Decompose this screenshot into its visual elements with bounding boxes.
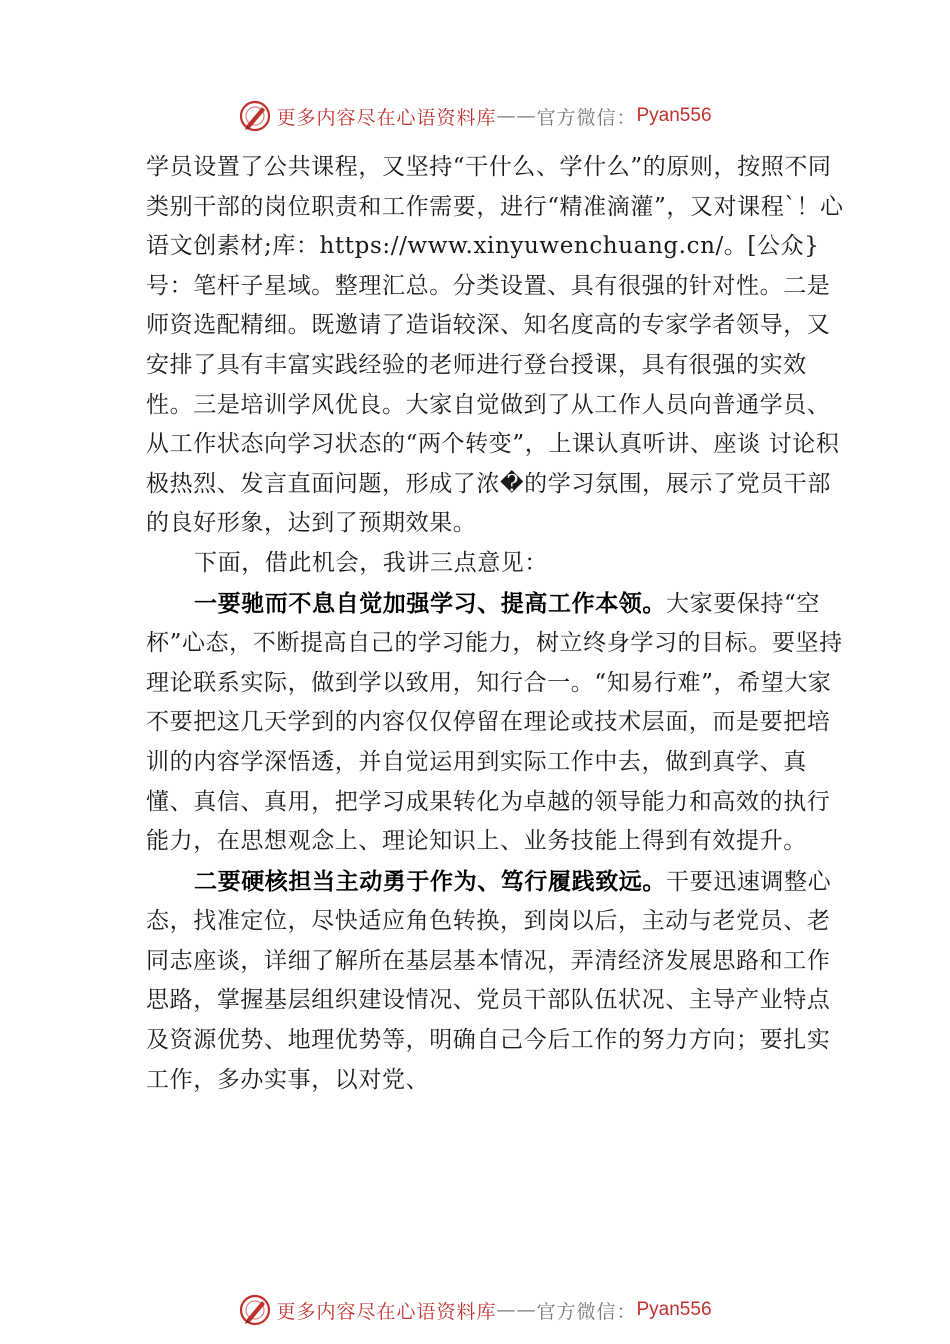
- header-banner: [0, 96, 950, 136]
- footer-site-text: 更多内容尽在心语资料库: [276, 1300, 497, 1323]
- section-text-2: 干要迅速调整心态，找准定位，尽快适应角色转换，到岗以后，主动与老党员、老同志座谈，详细了解所在基层基本情况，弄清经济发展思路和工作思路，掌握基层组织建设情况、党员干部队伍状况、主导产业特点及资源优势、地理优势等，明确自己今后工作的努力方向；要扎实工作，多办实事，以对党、: [146, 868, 832, 1093]
- header-wechat-label: 官方微信：: [536, 106, 637, 129]
- section-heading-1: 一要驰而不息自觉加强学习、提高工作本领。: [194, 589, 666, 617]
- paragraph-4: [146, 862, 846, 1101]
- paragraph-3: [146, 584, 846, 862]
- paragraph-1: 学员设置了公共课程，又坚持“干什么、学什么”的原则，按照不同类别干部的岗位职责和工作需要，进行“精准滴灌”，又对课程`！心语文创素材;库：https://www.xinyuwenchuang.cn/。[公众}号：笔杆子星域。整理汇总。分类设置、具有很强的针对性。二是师资选配精细。既邀请了造诣较深、知名度高的专家学者领导，又安排了具有丰富实践经验的老师进行登台授课，具有很强的实效性。三是培训学风优良。大家自觉做到了从工作人员向普通学员、从工作状态向学习状态的“两个转变”，上课认真听讲、座谈 讨论积极热烈、发言直面问题，形成了浓�的学习氛围，展示了党员干部的良好形象，达到了预期效果。: [146, 154, 844, 537]
- section-text-1: 大家要保持“空杯”心态，不断提高自己的学习能力，树立终身学习的目标。要坚持理论联系实际，做到学以致用，知行合一。“知易行难”，希望大家不要把这几天学到的内容仅仅停留在理论或技术层面，而是要把培训的内容学深悟透，并自觉运用到实际工作中去，做到真学、真懂、真信、真用，把学习成果转化为卓越的领导能力和高效的执行能力，在思想观念上、理论知识上、业务技能上得到有效提升。: [146, 590, 843, 855]
- document-body: [146, 148, 846, 1100]
- footer-dash: ——: [496, 1299, 537, 1321]
- section-heading-2: 二要硬核担当主动勇于作为、笃行履践致远。: [194, 867, 666, 895]
- paragraph-2: 下面，借此机会，我讲三点意见：: [194, 549, 548, 576]
- footer-banner: [0, 1290, 950, 1330]
- header-site-text: 更多内容尽在心语资料库: [276, 106, 497, 129]
- footer-wechat-id: Pyan556: [636, 1299, 712, 1320]
- header-dash: ——: [496, 105, 537, 127]
- footer-wechat-label: 官方微信：: [536, 1300, 637, 1323]
- header-wechat-id: Pyan556: [636, 105, 712, 126]
- pen-seal-icon: [238, 1293, 272, 1327]
- pen-seal-icon: [238, 99, 272, 133]
